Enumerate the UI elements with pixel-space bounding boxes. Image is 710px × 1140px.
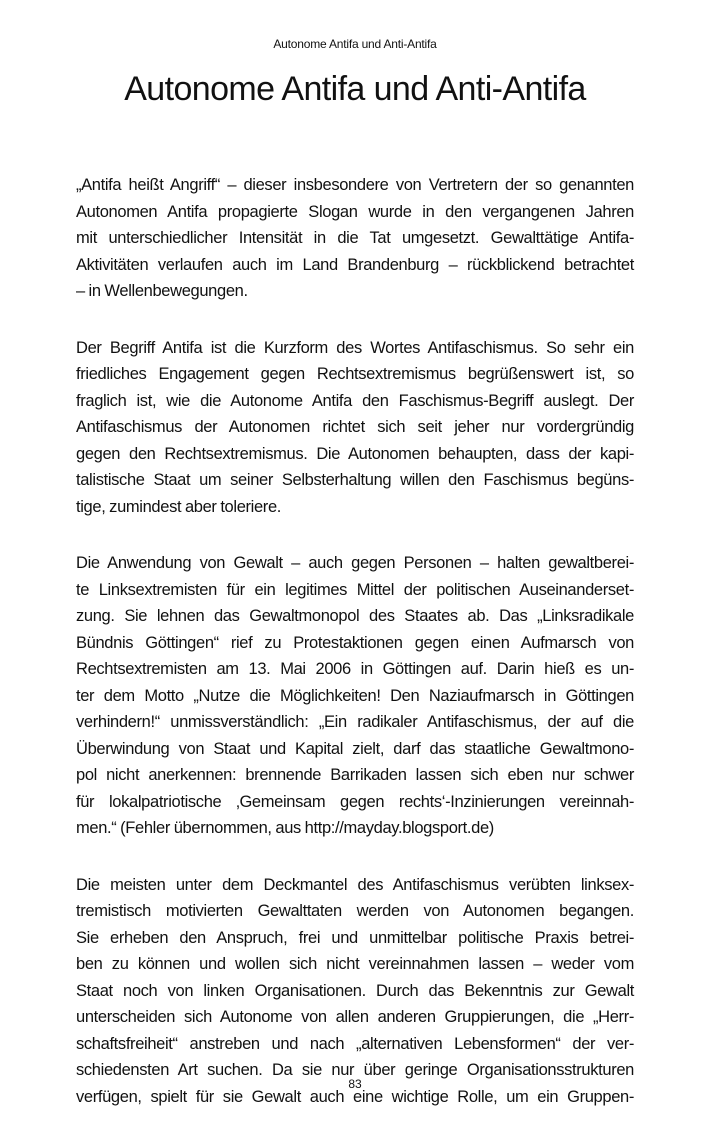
text-line: gegen den Rechtsextremismus. Die Autonomen behaupten, dass der kapi- <box>76 444 634 463</box>
text-line: schiedensten Art suchen. Da sie nur über geringe Organisationsstrukturen <box>76 1061 634 1079</box>
text-line: verhindern!“ unmissverständlich: „Ein radikaler Antifaschismus, der auf die <box>76 713 634 731</box>
page-number: 83 <box>348 1077 362 1091</box>
paragraph-4 <box>76 872 634 1111</box>
text-line: Bündnis Göttingen“ rief zu Protestaktionen gegen einen Aufmarsch von <box>76 633 634 652</box>
text-line: fraglich ist, wie die Autonome Antifa den Faschismus-Begriff auslegt. Der <box>76 391 634 410</box>
text-line: Autonomen Antifa propagierte Slogan wurde in den vergangenen Jahren <box>76 202 634 221</box>
text-line: mit unterschiedlicher Intensität in die Tat umgesetzt. Gewalttätige Antifa- <box>76 229 634 247</box>
text-line: – in Wellenbewegungen. <box>76 282 248 300</box>
paragraph-3 <box>76 550 634 842</box>
text-line: tremistisch motivierten Gewalttaten werden von Autonomen begangen. <box>76 902 634 920</box>
text-line: zung. Sie lehnen das Gewaltmonopol des Staates ab. Das „Linksradikale <box>76 607 634 625</box>
text-line: „Antifa heißt Angriff“ – dieser insbesondere von Vertretern der so genannten <box>76 176 634 194</box>
text-line: Der Begriff Antifa ist die Kurzform des Wortes Antifaschismus. So sehr ein <box>76 338 634 357</box>
text-line: Die Anwendung von Gewalt – auch gegen Personen – halten gewaltberei- <box>76 554 634 572</box>
text-line: unterscheiden sich Autonome von allen anderen Gruppierungen, die „Herr- <box>76 1008 634 1026</box>
text-line: Staat noch von linken Organisationen. Durch das Bekenntnis zur Gewalt <box>76 981 634 1000</box>
text-line: men.“ (Fehler übernommen, aus http://mayday.blogsport.de) <box>76 819 494 837</box>
text-line: Die meisten unter dem Deckmantel des Antifaschismus verübten linksex- <box>76 875 634 894</box>
text-line: Überwindung von Staat und Kapital zielt, darf das staatliche Gewaltmono- <box>76 739 634 758</box>
text-line: Sie erheben den Anspruch, frei und unmittelbar politische Praxis betrei- <box>76 928 634 947</box>
text-line: ben zu können und wollen sich nicht vereinnahmen lassen – weder vom <box>76 955 634 973</box>
body-text <box>76 172 634 1140</box>
running-head: Autonome Antifa und Anti-Antifa <box>273 37 437 51</box>
text-line: talistische Staat um seiner Selbsterhaltung willen den Faschismus begüns- <box>76 471 634 489</box>
text-line: te Linksextremisten für ein legitimes Mittel der politischen Auseinanderset- <box>76 580 634 599</box>
text-line: friedliches Engagement gegen Rechtsextremismus begrüßenswert ist, so <box>76 365 634 383</box>
text-line: pol nicht anerkennen: brennende Barrikaden lassen sich eben nur schwer <box>76 766 634 784</box>
page-title: Autonome Antifa und Anti-Antifa <box>124 70 586 108</box>
paragraph-1 <box>76 172 634 305</box>
text-line: schaftsfreiheit“ anstreben und nach „alternativen Lebensformen“ der ver- <box>76 1034 634 1053</box>
text-line: Rechtsextremisten am 13. Mai 2006 in Göttingen auf. Darin hieß es un- <box>76 660 634 678</box>
text-line: tige, zumindest aber toleriere. <box>76 497 282 516</box>
text-line: Antifaschismus der Autonomen richtet sich seit jeher nur vordergründig <box>76 418 634 436</box>
text-line: ter dem Motto „Nutze die Möglichkeiten! Den Naziaufmarsch in Göttingen <box>76 686 634 705</box>
paragraph-2 <box>76 335 634 521</box>
text-line: Aktivitäten verlaufen auch im Land Brandenburg – rückblickend betrachtet <box>76 255 634 274</box>
text-line: verfügen, spielt für sie Gewalt auch eine wichtige Rolle, um ein Gruppen- <box>76 1087 634 1106</box>
text-line: für lokalpatriotische ‚Gemeinsam gegen rechts‘-Inzinierungen vereinnah- <box>76 792 634 811</box>
